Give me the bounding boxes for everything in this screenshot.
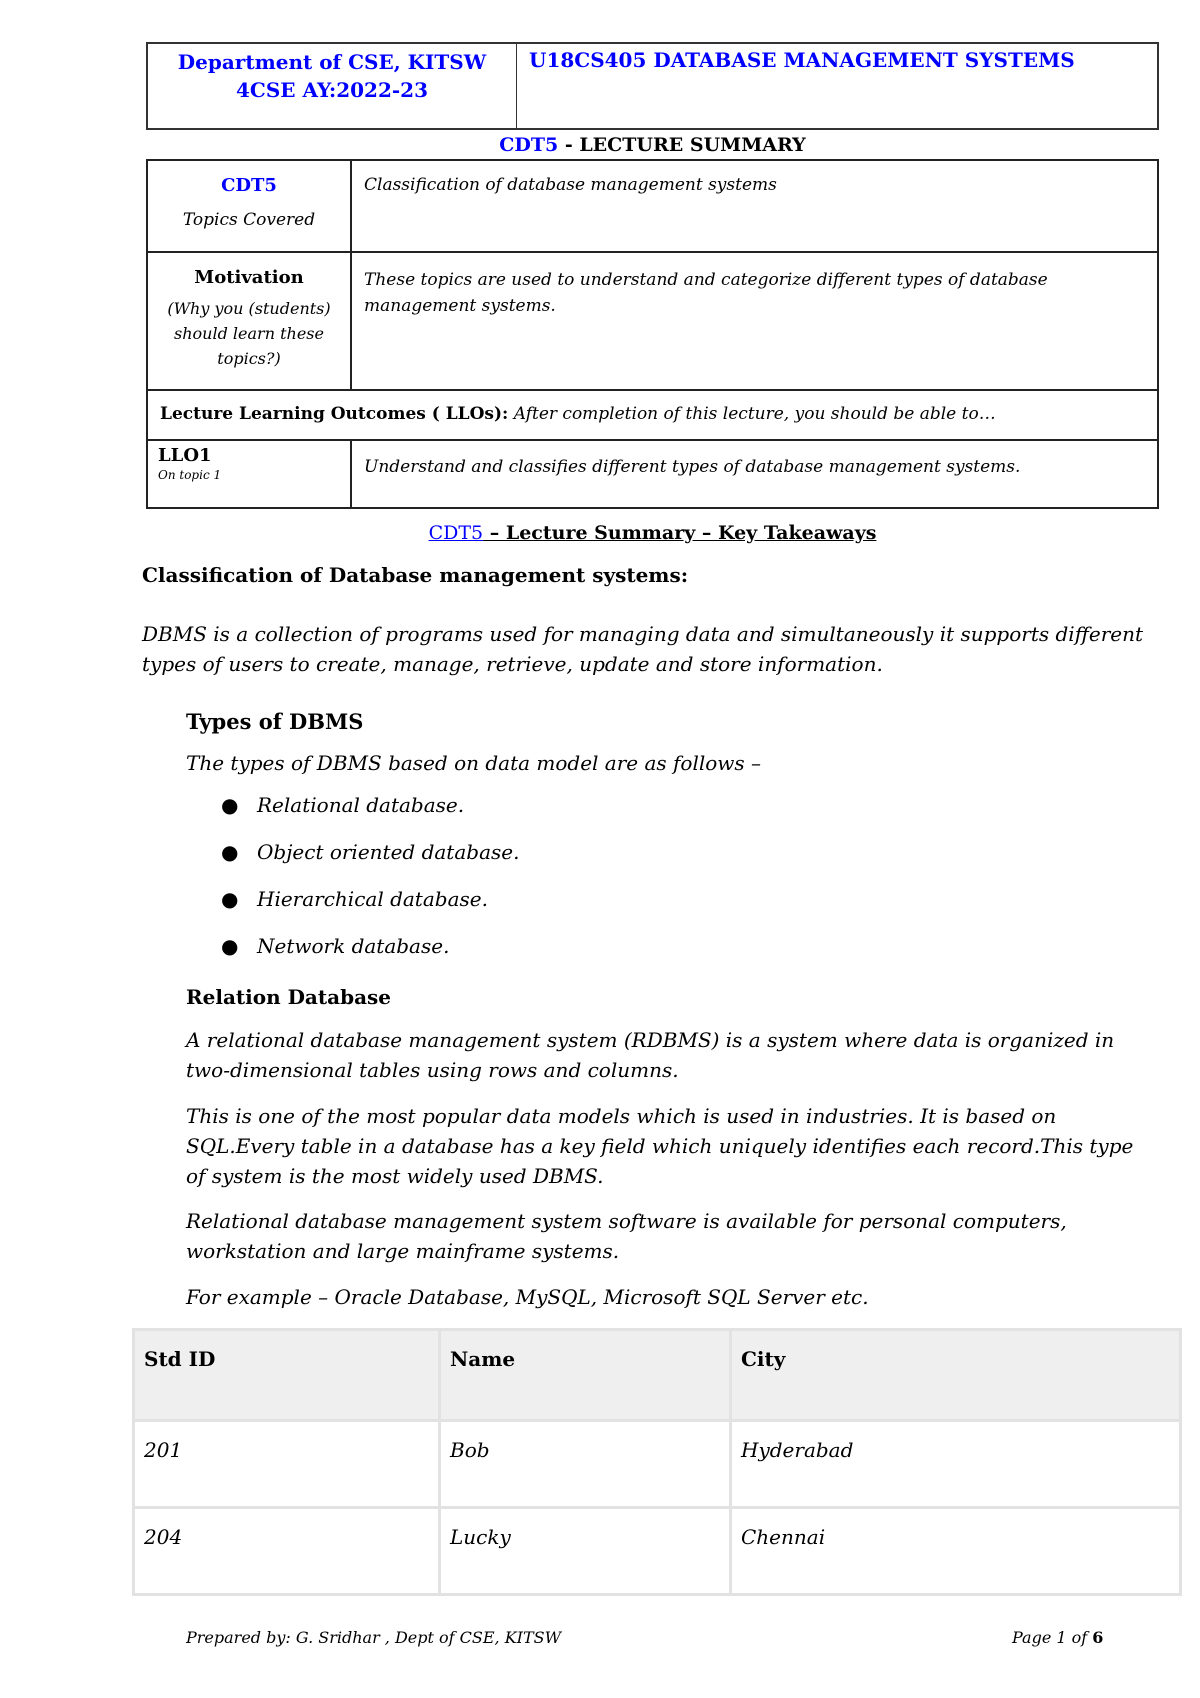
table-row [134,1508,1181,1595]
lecture-summary-table [146,159,1159,509]
header-name: Name [440,1330,731,1421]
department-cell [148,44,517,128]
bullet-icon: ● [221,840,239,864]
list-item: ● Hierarchical database. [215,884,519,931]
cell-std-id: 204 [134,1508,440,1595]
relation-database-heading: Relation Database [186,985,392,1009]
llo-heading-rest: After completion of this lecture, you should be able to… [508,404,996,424]
topic-code: CDT5 [221,175,277,196]
department-name: Department of CSE, KITSW [177,50,487,74]
llo1-label-cell [147,440,351,508]
takeaways-code-link[interactable]: CDT5 [428,522,484,544]
types-heading: Types of DBMS [186,709,364,734]
rdbms-paragraph-2: This is one of the most popular data models which is used in industries. It is based on SQL.Every table in a database has a key field which uniquely identifies each record.This type of system is the most widely used DBMS. [186,1104,1134,1188]
llo-code: LLO1 [158,445,212,466]
cell-name: Lucky [440,1508,731,1595]
cell-std-id: 201 [134,1421,440,1508]
course-title: U18CS405 DATABASE MANAGEMENT SYSTEMS [529,48,1075,72]
table-row [134,1421,1181,1508]
page-prefix: Page 1 of [1012,1628,1093,1647]
table-header-row [134,1330,1181,1421]
lecture-summary-title [146,134,1159,156]
rdbms-paragraph-1: A relational database management system (RDBMS) is a system where data is organized in two-dimensional tables using rows and columns. [186,1028,1115,1082]
key-takeaways-heading [146,522,1159,544]
cell-name: Bob [440,1421,731,1508]
cell-city: Chennai [731,1508,1181,1595]
motivation-label: Motivation [194,267,304,288]
dbms-types-list [215,790,519,978]
motivation-value: These topics are used to understand and categorize different types of database management systems. [351,252,1158,390]
bullet-icon: ● [221,887,239,911]
list-item: ● Object oriented database. [215,837,519,884]
bullet-icon: ● [221,934,239,958]
bullet-icon: ● [221,793,239,817]
header-std-id: Std ID [134,1330,440,1421]
footer-prepared-by: Prepared by: G. Sridhar , Dept of CSE, KITSW [186,1628,562,1647]
rdbms-examples: For example – Oracle Database, MySQL, Microsoft SQL Server etc. [186,1285,869,1309]
list-item: ● Relational database. [215,790,519,837]
llo-heading: Lecture Learning Outcomes ( LLOs): [160,404,509,424]
llo1-row [147,440,1158,508]
motivation-row [147,252,1158,390]
motivation-sub: (Why you (students) should learn these topics?) [167,299,331,368]
rdbms-paragraph-3: Relational database management system software is available for personal computers, workstation and large mainframe systems. [186,1209,1067,1263]
cell-city: Hyderabad [731,1421,1181,1508]
summary-code: CDT5 [499,134,559,156]
llo-sub: On topic 1 [158,468,222,482]
footer-page-number [1012,1628,1103,1647]
motivation-label-cell [147,252,351,390]
llo-heading-row [147,390,1158,440]
types-intro: The types of DBMS based on data model are as follows – [186,751,762,775]
dbms-definition: DBMS is a collection of programs used for managing data and simultaneously it supports different types of users to create, manage, retrieve, update and store information. [142,622,1144,676]
header-city: City [731,1330,1181,1421]
llo-heading-cell [147,390,1158,440]
topics-label-cell [147,160,351,252]
topics-covered-label: Topics Covered [182,210,316,230]
list-item: ● Network database. [215,931,519,978]
document-header [146,42,1159,130]
topics-row [147,160,1158,252]
academic-year: 4CSE AY:2022-23 [236,78,428,102]
classification-heading: Classification of Database management systems: [142,563,689,587]
topics-covered-value: Classification of database management systems [351,160,1158,252]
takeaways-title: – Lecture Summary – Key Takeaways [483,522,877,544]
llo1-value: Understand and classifies different types of database management systems. [351,440,1158,508]
page-total: 6 [1092,1628,1104,1647]
summary-title-text: - LECTURE SUMMARY [558,134,806,156]
student-table [132,1328,1182,1596]
